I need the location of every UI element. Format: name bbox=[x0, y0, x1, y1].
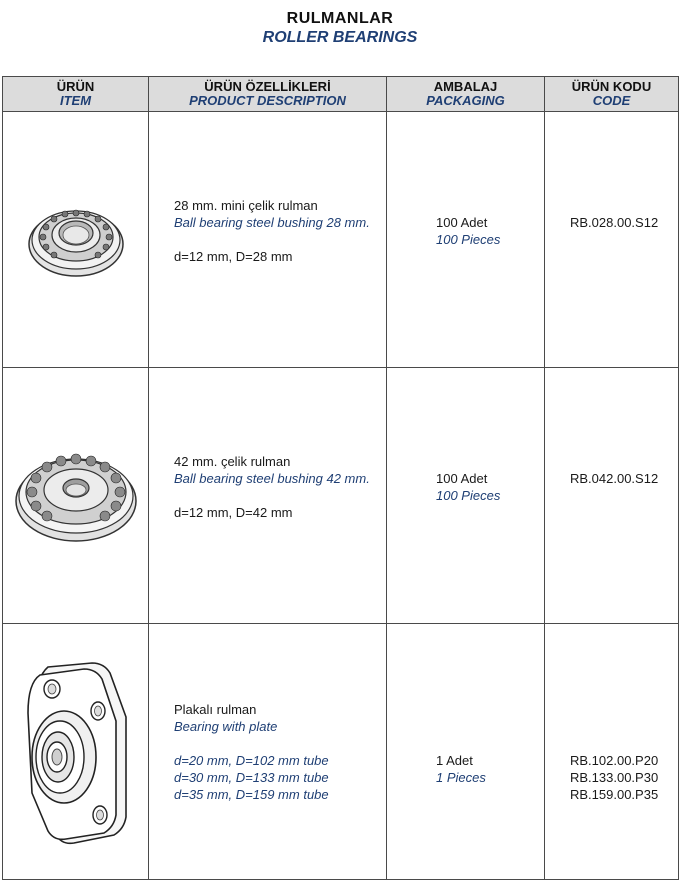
product-code: RB.159.00.P35 bbox=[570, 786, 659, 802]
description-cell bbox=[149, 624, 387, 880]
packaging-tr: 1 Adet bbox=[436, 752, 473, 768]
dimensions: d=35 mm, D=159 mm tube bbox=[174, 786, 329, 802]
ball-bearing-icon bbox=[8, 444, 144, 548]
description-tr: Plakalı rulman bbox=[174, 701, 257, 717]
description-tr: 42 mm. çelik rulman bbox=[174, 454, 291, 469]
header-row bbox=[3, 77, 679, 112]
packaging-tr: 100 Adet bbox=[436, 471, 488, 486]
item-image-cell bbox=[3, 624, 149, 880]
header-packaging bbox=[387, 77, 545, 112]
packaging-cell bbox=[387, 368, 545, 624]
description-en: Bearing with plate bbox=[174, 718, 278, 734]
code-cell bbox=[545, 112, 679, 368]
table-row bbox=[3, 368, 679, 624]
description-tr: 28 mm. mini çelik rulman bbox=[174, 198, 318, 213]
dimensions: d=12 mm, D=42 mm bbox=[174, 505, 293, 520]
item-image-cell bbox=[3, 368, 149, 624]
mini-ball-bearing-icon bbox=[24, 200, 128, 280]
title-turkish: RULMANLAR bbox=[286, 10, 394, 27]
page-title bbox=[0, 10, 680, 48]
description-cell bbox=[149, 112, 387, 368]
title-english: ROLLER BEARINGS bbox=[262, 29, 418, 46]
product-code: RB.042.00.S12 bbox=[570, 471, 659, 486]
description-en: Ball bearing steel bushing 28 mm. bbox=[174, 215, 370, 230]
packaging-en: 1 Pieces bbox=[436, 769, 486, 785]
header-description-tr: ÜRÜN ÖZELLİKLERİ bbox=[204, 79, 331, 94]
dimensions: d=30 mm, D=133 mm tube bbox=[174, 769, 329, 785]
product-table bbox=[2, 76, 679, 880]
table-row bbox=[3, 112, 679, 368]
product-code: RB.028.00.S12 bbox=[570, 215, 659, 230]
header-item-en: ITEM bbox=[59, 93, 92, 108]
header-code-tr: ÜRÜN KODU bbox=[571, 79, 652, 94]
header-code-en: CODE bbox=[592, 93, 631, 108]
product-code: RB.102.00.P20 bbox=[570, 752, 659, 768]
packaging-cell bbox=[387, 112, 545, 368]
flange-bearing-icon bbox=[18, 657, 134, 847]
header-item bbox=[3, 77, 149, 112]
packaging-tr: 100 Adet bbox=[436, 215, 488, 230]
packaging-en: 100 Pieces bbox=[436, 232, 501, 247]
packaging-en: 100 Pieces bbox=[436, 488, 501, 503]
packaging-cell bbox=[387, 624, 545, 880]
description-en: Ball bearing steel bushing 42 mm. bbox=[174, 471, 370, 486]
dimensions: d=20 mm, D=102 mm tube bbox=[174, 752, 329, 768]
header-description-en: PRODUCT DESCRIPTION bbox=[189, 93, 346, 108]
dimensions: d=12 mm, D=28 mm bbox=[174, 249, 293, 264]
header-packaging-en: PACKAGING bbox=[426, 93, 505, 108]
code-cell bbox=[545, 624, 679, 880]
header-description bbox=[149, 77, 387, 112]
header-item-tr: ÜRÜN bbox=[56, 79, 95, 94]
product-code: RB.133.00.P30 bbox=[570, 769, 659, 785]
item-image-cell bbox=[3, 112, 149, 368]
code-cell bbox=[545, 368, 679, 624]
header-code bbox=[545, 77, 679, 112]
header-packaging-tr: AMBALAJ bbox=[433, 79, 498, 94]
description-cell bbox=[149, 368, 387, 624]
table-row bbox=[3, 624, 679, 880]
